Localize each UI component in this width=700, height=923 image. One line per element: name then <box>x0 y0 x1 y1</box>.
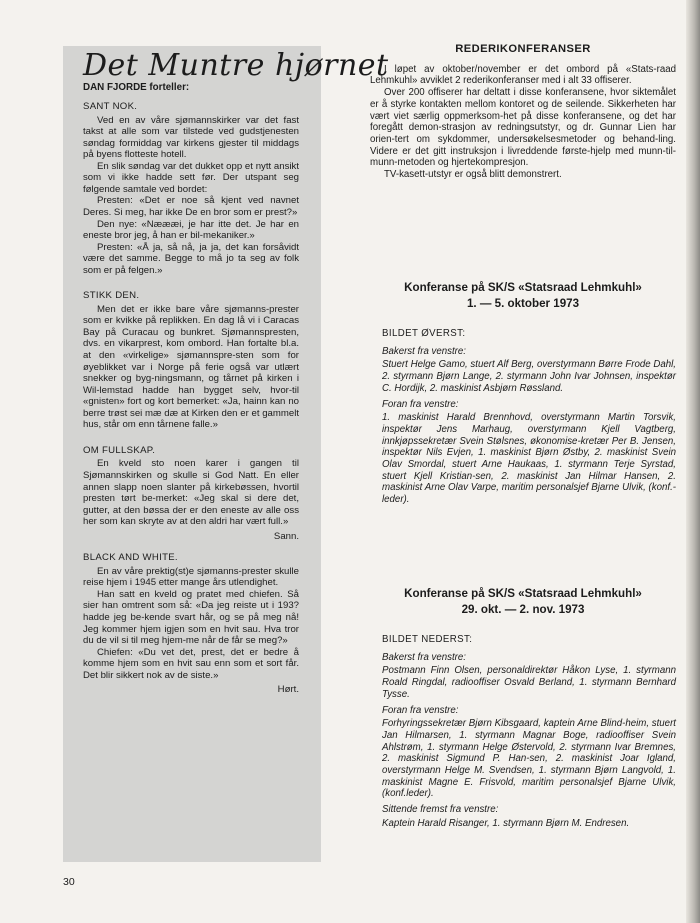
story-heading: STIKK DEN. <box>83 290 140 302</box>
conference-dates: 29. okt. — 2. nov. 1973 <box>461 603 585 616</box>
caption-heading: Foran fra venstre: <box>382 398 459 410</box>
story-sant-nok <box>83 101 299 276</box>
conference-1 <box>370 280 676 508</box>
story-paragraph: Men det er ikke bare våre sjømanns-prester som er kvikke på replikken. En dag lå vi i Caracas Bay på Curacau og bunkret. Sjømannspresten, dvs. en vikarprest, kom ombord. Han fortalte bl.a. at den «virkelige» sjømannspre-sten som for øyeblikket var i Norge på ferie også var utlært snekker og byg-ningsmann, og tårnet på kirken i Wil-lemstad hadde han bygget selv, hvor-til «gnisten» fort og kort bemerket: «Ja, hainn kan no berre trøst sei mæ dæ at Kirken den er et gammelt hus, står om enn tårnene falle.» <box>83 303 299 431</box>
story-signature: Sann. <box>273 530 299 542</box>
caption-heading: Sittende fremst fra venstre: <box>382 804 499 816</box>
conference-title: Konferanse på SK/S «Statsraad Lehmkuhl» <box>404 281 642 294</box>
story-paragraph: Chiefen: «Du vet det, prest, det er bedre å komme hjem som en hvit sau enn som et sort får. Det blir sikkert nok av de siste.» <box>83 646 299 681</box>
rederi-paragraph: Over 200 offiserer har deltatt i disse konferansene, hvor siktemålet er å styrke kontakten mellom kontoret og de seilende. Sikkerheten har vært viet særlig oppmerksom-het på disse konferansene, og det har foregått demon-strasjon av redningsutstyr, og dr. Gunnar Lien har orien-tert om sykdommer, undersøkelsesmetoder og behand-ling. Videre er det gitt instruksjon i livreddende første-hjelp med munn-til-munn-metoden og hjertekompresjon. <box>370 87 676 169</box>
story-heading: SANT NOK. <box>83 101 138 113</box>
story-black-and-white <box>83 552 299 696</box>
caption-names: Stuert Helge Gamo, stuert Alf Berg, overstyrmann Børre Frode Dahl, 2. styrmann Bjørn Lange, 2. styrmann John Ivar Johnsen, inspektør C. Hordijk, 2. maskinist Asbjørn Røssland. <box>382 359 676 394</box>
rederi-article <box>370 44 676 181</box>
caption-names: Forhyringssekretær Bjørn Kibsgaard, kaptein Arne Blind-heim, stuert Jan Hilmarsen, 1. styrmann Magnar Boge, radiooffiser Svein Ahlstrøm, 1. styrmann Helge Østervold, 2. styrmann Ivar Bremnes, 2. maskinist Sigmund P. Han-sen, 2. maskinist Joar Igland, overstyrmann Helge M. Svendsen, 1. styrmann Bjørn Langvold, 1. maskinist Magne E. Frisvold, maritim personalsjef Bjarne Ulvik, (konf.leder). <box>382 718 676 800</box>
page-number: 30 <box>63 876 75 888</box>
rederi-paragraph: TV-kasett-utstyr er også blitt demonstrert. <box>384 169 562 181</box>
story-paragraph: Presten: «Det er noe så kjent ved navnet Deres. Si meg, har ikke De en bror som er prest?» <box>83 195 299 219</box>
story-signature: Hørt. <box>277 684 299 696</box>
story-paragraph: En av våre prektig(st)e sjømanns-prester skulle reise hjem i 1945 etter mange års utlendighet. <box>83 565 299 589</box>
conference-dates: 1. — 5. oktober 1973 <box>466 297 580 310</box>
story-stikk-den <box>83 290 299 431</box>
story-heading: OM FULLSKAP. <box>83 444 156 456</box>
photo-label: BILDET NEDERST: <box>382 634 473 645</box>
conference-2 <box>370 586 676 832</box>
caption-heading: Bakerst fra venstre: <box>382 345 466 357</box>
conference-title: Konferanse på SK/S «Statsraad Lehmkuhl» <box>404 587 642 600</box>
caption-heading: Bakerst fra venstre: <box>382 651 466 663</box>
story-paragraph: Ved en av våre sjømannskirker var det fast takst at alle som var tilstede ved gudstjenesten søndag formiddag var kirkens gjester til middags på byens flotteste hotell. <box>83 114 299 161</box>
byline: DAN FJORDE forteller: <box>83 81 190 93</box>
story-om-fullskap <box>83 445 299 542</box>
story-paragraph: En slik søndag var det dukket opp et nytt ansikt som vi ikke hadde sett før. Der utspant seg følgende samtale ved bordet: <box>83 160 299 195</box>
caption-names: Kaptein Harald Risanger, 1. styrmann Bjørn M. Endresen. <box>382 817 630 829</box>
caption-names: 1. maskinist Harald Brennhovd, overstyrmann Martin Torsvik, inspektør Jens Marhaug, overstyrmann Kjell Vagtberg, innkjøpssekretær Svein Stølsnes, økonomise-kretær Per B. Jensen, inspektør Nils Evjen, 1. maskinist Bjørn Østby, 2. maskinist Svein Olav Smordal, stuert Arne Haukaas, 1. styrmann Terje Syrstad, stuert Kjell Kristian-sen, 2. maskinist Jan Hilmar Hansen, 2. maskinist Arne Olav Varpe, maritim personalsjef Bjarne Ulvik, (konf.-leder). <box>382 412 676 506</box>
rederi-paragraph: I løpet av oktober/november er det ombord på «Stats-raad Lehmkuhl» avviklet 2 rederikonferanser med i alt 33 offiserer. <box>370 63 676 87</box>
humor-column <box>63 46 389 862</box>
story-paragraph: Han satt en kveld og pratet med chiefen. Så sier han omtrent som så: «Da jeg reiste ut i 193? hadde jeg be-kende svart hår, og se på meg nå! Jeg kommer hjem igjen som en hvit sau. Hva tror du de vil si til meg hjem-me når de får se meg?» <box>83 588 299 647</box>
caption-names: Postmann Finn Olsen, personaldirektør Håkon Lyse, 1. styrmann Roald Ringdal, radiooffiser Osvald Berland, 1. styrmann Bernhard Tysse. <box>382 665 676 700</box>
caption-heading: Foran fra venstre: <box>382 704 459 716</box>
story-paragraph: Presten: «Å ja, så nå, ja ja, det kan forsåvidt være det samme. Begge to må jo ta seg av folk som er på felgen.» <box>83 241 299 276</box>
humor-title: Det Muntre hjørnet <box>83 48 389 83</box>
story-heading: BLACK AND WHITE. <box>83 552 178 564</box>
photo-label: BILDET ØVERST: <box>382 328 466 339</box>
story-paragraph: En kveld sto noen karer i gangen til Sjømannskirken og skulle si God Natt. En eller annen slapp noen slanter på kirkebøssen, hvortil presten tørt be-merket: «Jeg skal si dere det, gutter, at den bøssa der er den eneste av alle oss her som kan skryte av at den aldri har vært full.» <box>83 458 299 528</box>
story-paragraph: Den nye: «Næææi, je har itte det. Je har en eneste bror jeg, å han er bil-mekaniker.» <box>83 218 299 242</box>
page-edge-shadow <box>686 0 700 923</box>
rederi-heading: REDERIKONFERANSER <box>455 43 591 55</box>
